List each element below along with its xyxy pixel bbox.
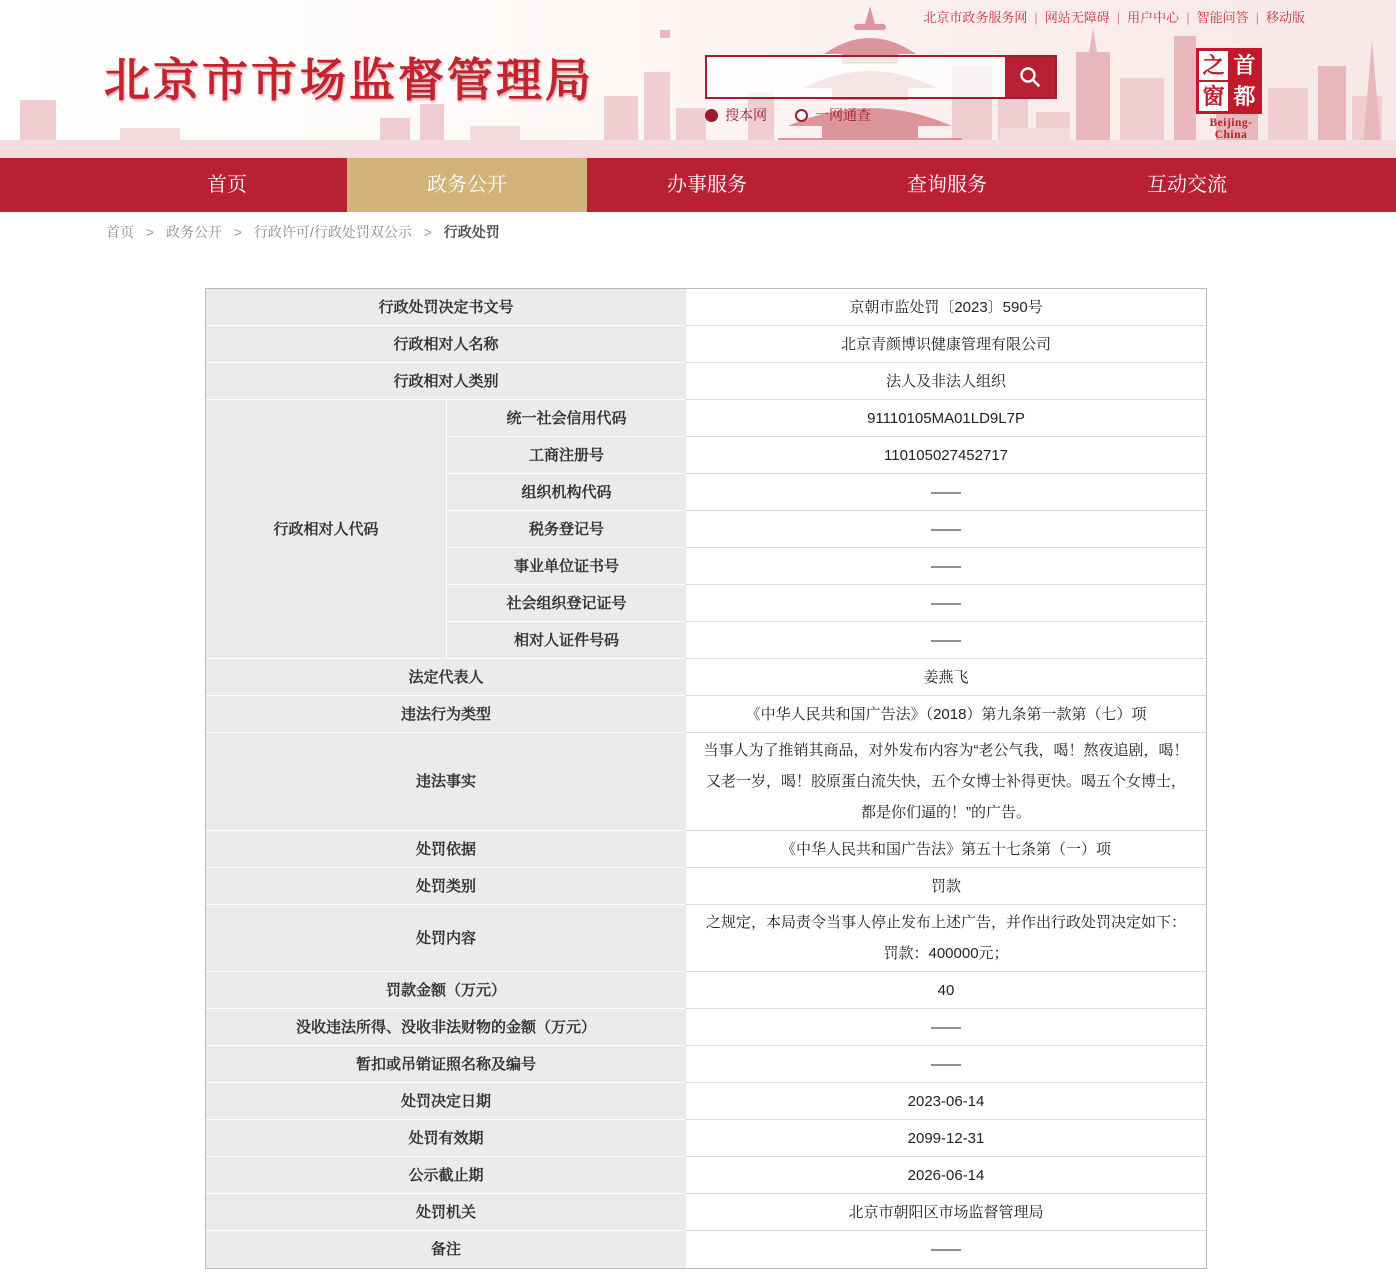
radio-search-this-site[interactable]: [705, 105, 767, 125]
link-gov-service[interactable]: 北京市政务服务网: [923, 10, 1028, 25]
header-banner: [0, 0, 1396, 158]
search-button[interactable]: [1005, 57, 1055, 97]
breadcrumb: [0, 212, 1396, 252]
table-row: [206, 326, 1206, 363]
table-row: [206, 363, 1206, 400]
breadcrumb-gov-disclosure[interactable]: 政务公开: [165, 224, 222, 240]
nav-tab-gov-disclosure[interactable]: 政务公开: [347, 158, 587, 212]
row-value: ——: [686, 474, 1206, 511]
nav-tab-interaction[interactable]: 互动交流: [1147, 174, 1227, 196]
row-label: 处罚类别: [206, 868, 686, 905]
row-value: 40: [686, 972, 1206, 1009]
table-row: [206, 831, 1206, 868]
radio-one-network-search[interactable]: [795, 105, 871, 125]
row-value: 之规定，本局责令当事人停止发布上述广告，并作出行政处罚决定如下：罚款：400000元；: [686, 905, 1206, 972]
link-user-center[interactable]: 用户中心: [1127, 10, 1180, 25]
capital-window-grid: [1196, 48, 1262, 114]
link-separator: |: [1116, 10, 1121, 25]
main-nav: [0, 158, 1396, 212]
site-logo-title[interactable]: 北京市市场监督管理局: [104, 54, 594, 106]
row-value: ——: [686, 511, 1206, 548]
table-row: [206, 289, 1206, 326]
row-label: 组织机构代码: [446, 474, 686, 511]
row-value: 110105027452717: [686, 437, 1206, 474]
breadcrumb-separator: >: [423, 224, 432, 240]
row-label: 违法事实: [206, 733, 686, 831]
row-label: 公示截止期: [206, 1157, 686, 1194]
capital-window-logo[interactable]: [1196, 48, 1266, 141]
row-value: 2099-12-31: [686, 1120, 1206, 1157]
row-label: 社会组织登记证号: [446, 585, 686, 622]
row-label: 处罚机关: [206, 1194, 686, 1231]
table-row: [206, 1083, 1206, 1120]
table-row: [206, 1231, 1206, 1268]
row-value: 91110105MA01LD9L7P: [686, 400, 1206, 437]
table-row: [206, 659, 1206, 696]
row-label: 法定代表人: [206, 659, 686, 696]
table-row: [206, 868, 1206, 905]
breadcrumb-dual-publicity[interactable]: 行政许可/行政处罚双公示: [253, 224, 412, 240]
nav-tab-home[interactable]: 首页: [207, 174, 247, 196]
row-label: 处罚依据: [206, 831, 686, 868]
logo-char: 都: [1230, 82, 1259, 111]
row-label: 没收违法所得、没收非法财物的金额（万元）: [206, 1009, 686, 1046]
nav-tab-services[interactable]: 办事服务: [667, 174, 747, 196]
table-row: [206, 972, 1206, 1009]
search-icon: [1018, 65, 1042, 89]
row-value: 京朝市监处罚〔2023〕590号: [686, 289, 1206, 326]
row-label: 处罚有效期: [206, 1120, 686, 1157]
penalty-table: [205, 288, 1207, 1269]
top-utility-links: [923, 7, 1305, 26]
logo-char: 窗: [1199, 82, 1228, 111]
link-mobile-version[interactable]: 移动版: [1265, 10, 1305, 25]
row-value: ——: [686, 1046, 1206, 1083]
row-value: 姜燕飞: [686, 659, 1206, 696]
row-value: ——: [686, 1231, 1206, 1268]
row-value: 《中华人民共和国广告法》（2018）第九条第一款第（七）项: [686, 696, 1206, 733]
link-separator: |: [1186, 10, 1190, 25]
row-value: ——: [686, 585, 1206, 622]
table-row: [206, 1157, 1206, 1194]
row-value: 2026-06-14: [686, 1157, 1206, 1194]
row-value: ——: [686, 622, 1206, 659]
row-label: 处罚决定日期: [206, 1083, 686, 1120]
row-label: 税务登记号: [446, 511, 686, 548]
row-group-label: 行政相对人代码: [206, 400, 446, 659]
row-label: 罚款金额（万元）: [206, 972, 686, 1009]
row-label: 处罚内容: [206, 905, 686, 972]
table-row: [206, 400, 1206, 437]
row-value: ——: [686, 1009, 1206, 1046]
table-row: [206, 1046, 1206, 1083]
row-value: 法人及非法人组织: [686, 363, 1206, 400]
breadcrumb-home[interactable]: 首页: [106, 224, 134, 240]
logo-char: 之: [1199, 51, 1228, 80]
logo-caption: Beijing-China: [1209, 117, 1253, 141]
link-separator: |: [1034, 10, 1038, 25]
breadcrumb-current: 行政处罚: [443, 224, 500, 240]
row-label: 行政相对人名称: [206, 326, 686, 363]
row-label: 备注: [206, 1231, 686, 1268]
logo-char: 首: [1230, 51, 1259, 80]
row-value: 罚款: [686, 868, 1206, 905]
penalty-detail: [205, 288, 1205, 1269]
row-value: 《中华人民共和国广告法》第五十七条第（一）项: [686, 831, 1206, 868]
table-row: [206, 1194, 1206, 1231]
row-label: 暂扣或吊销证照名称及编号: [206, 1046, 686, 1083]
search-box: [705, 55, 1057, 99]
table-row: [206, 733, 1206, 831]
radio-label: 搜本网: [725, 107, 767, 123]
radio-label: 一网通查: [815, 107, 871, 123]
radio-unselected-icon: [795, 109, 808, 122]
row-label: 工商注册号: [446, 437, 686, 474]
search-scope-options: [705, 105, 1057, 125]
row-value: 2023-06-14: [686, 1083, 1206, 1120]
link-smart-qa[interactable]: 智能问答: [1196, 10, 1249, 25]
breadcrumb-separator: >: [233, 224, 243, 240]
table-row: [206, 1120, 1206, 1157]
row-value: 当事人为了推销其商品，对外发布内容为“老公气我，喝！熬夜追剧，喝！又老一岁，喝！胶原蛋白流失快，五个女博士补得更快。喝五个女博士，都是你们逼的！”的广告。: [686, 733, 1206, 831]
table-row: [206, 905, 1206, 972]
row-label: 违法行为类型: [206, 696, 686, 733]
table-row: [206, 1009, 1206, 1046]
nav-tab-query[interactable]: 查询服务: [907, 174, 987, 196]
row-label: 相对人证件号码: [446, 622, 686, 659]
row-value: ——: [686, 548, 1206, 585]
row-value: 北京青颜博识健康管理有限公司: [686, 326, 1206, 363]
search-area: [705, 55, 1057, 125]
link-separator: |: [1255, 10, 1259, 25]
breadcrumb-separator: >: [145, 224, 155, 240]
radio-selected-icon: [705, 109, 718, 122]
table-row: [206, 696, 1206, 733]
row-label: 行政处罚决定书文号: [206, 289, 686, 326]
row-label: 事业单位证书号: [446, 548, 686, 585]
row-label: 统一社会信用代码: [446, 400, 686, 437]
link-accessibility[interactable]: 网站无障碍: [1044, 10, 1110, 25]
row-value: 北京市朝阳区市场监督管理局: [686, 1194, 1206, 1231]
row-label: 行政相对人类别: [206, 363, 686, 400]
search-input[interactable]: [707, 57, 1005, 97]
